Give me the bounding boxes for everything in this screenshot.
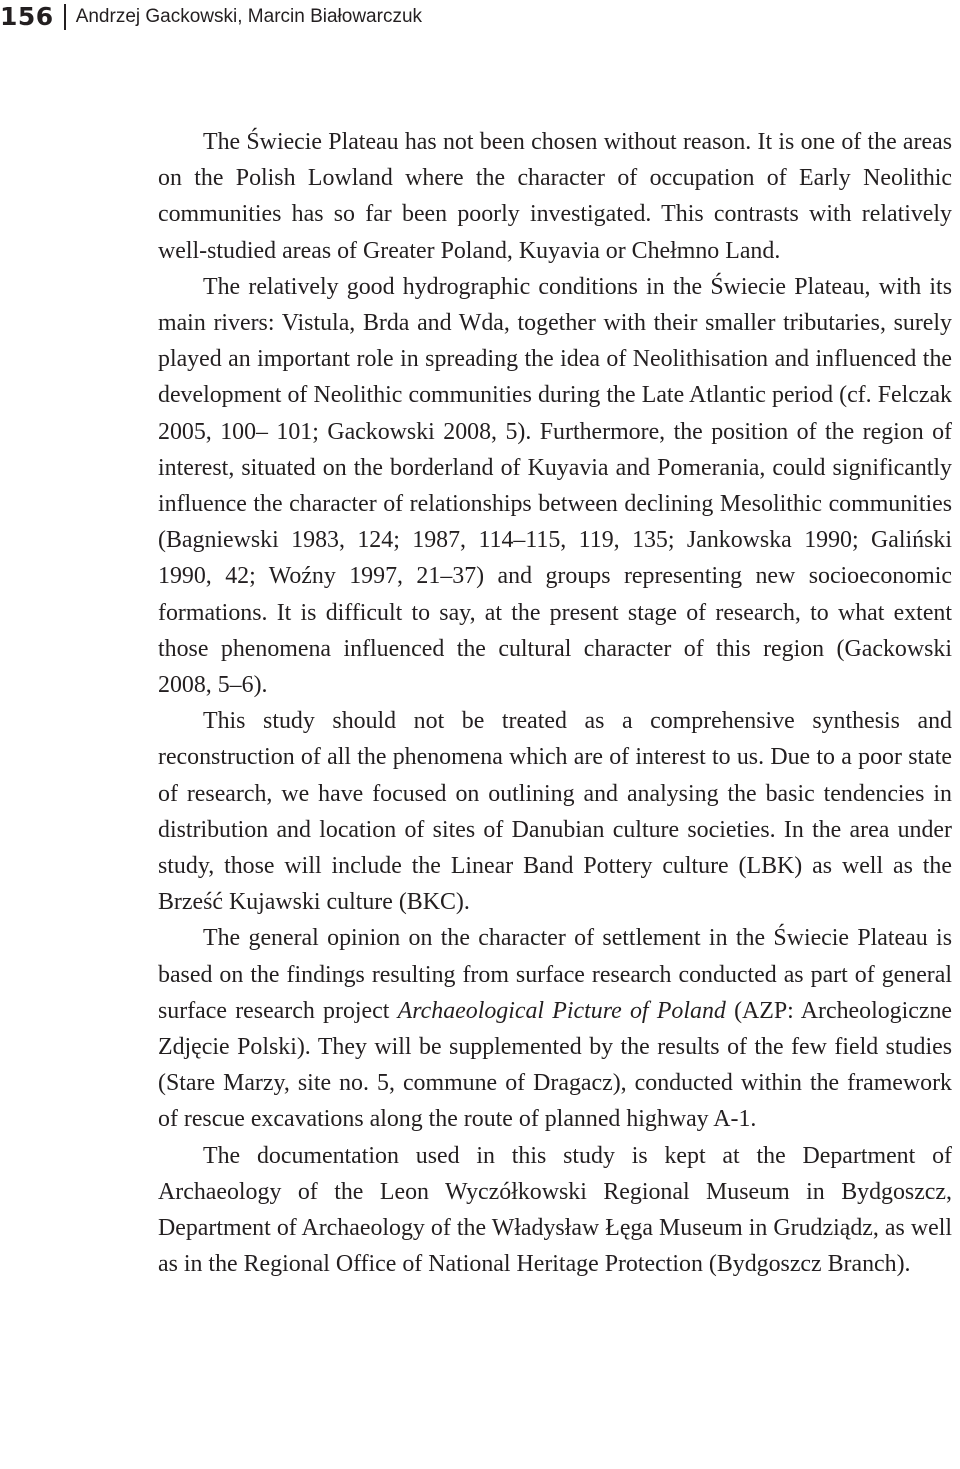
body-text xyxy=(158,124,952,1283)
paragraph-study-area-rationale: The Świecie Plateau has not been chosen without reason. It is one of the areas on the Polish Lowland where the character of occupation of Early Neolithic communities has so far been poorly investigated. This contrasts with relatively well-studied areas of Greater Poland, Kuyavia or Chełmno Land. xyxy=(158,129,952,264)
page-number: 156 xyxy=(0,2,54,31)
paragraph-settlement-sources-text: The general opinion on the character of settlement in the Świecie Plateau is based on the findings resulting from surface research conducted as part of general surface research project xyxy=(158,925,952,1024)
header-divider xyxy=(64,4,66,30)
running-head-authors: Andrzej Gackowski, Marcin Białowarczuk xyxy=(75,6,423,27)
paragraph-documentation: The documentation used in this study is kept at the Department of Archaeology of the Leon Wyczółkowski Regional Museum in Bydgoszcz, Department of Archaeology of the Władysław Łęga Museum in Grudziądz, as well as in the Regional Office of National Heritage Protection (Bydgoszcz Branch). xyxy=(158,1142,952,1278)
running-head xyxy=(0,0,422,34)
project-title: Archaeological Picture of Poland xyxy=(397,997,726,1024)
paragraph-hydrographic-conditions: The relatively good hydrographic conditions in the Świecie Plateau, with its main rivers: Vistula, Brda and Wda, together with their smaller tributaries, surely played an important role in spreading the idea of Neolithisation and influenced the development of Neolithic communities during the Late Atlantic period (cf. Felczak 2005, 100– 101; Gackowski 2008, 5). Furthermore, the position of the region of interest, situated on the borderland of Kuyavia and Pomerania, could significantly influence the character of relationships between declining Mesolithic communities (Bagniewski 1983, 124; 1987, 114–115, 119, 135; Jankowska 1990; Galiński 1990, 42; Woźny 1997, 21–37) and groups representing new socioeconomic formations. It is difficult to say, at the present stage of research, to what extent those phenomena influenced the cultural character of this region (Gackowski 2008, 5–6). xyxy=(158,273,952,699)
paragraph-study-scope: This study should not be treated as a comprehensive synthesis and reconstruction of all the phenomena which are of interest to us. Due to a poor state of research, we have focused on outlining and analysing the basic tendencies in distribution and location of sites of Danubian culture societies. In the area under study, those will include the Linear Band Pottery culture (LBK) as well as the Brześć Kujawski culture (BKC). xyxy=(158,708,952,916)
paragraph-settlement-sources xyxy=(158,920,952,1137)
paragraph-settlement-sources-continuation: (AZP: Archeologiczne Zdjęcie Polski). They will be supplemented by the results of the few field studies (Stare Marzy, site no. 5, commune of Dragacz), conducted within the framework of rescue excavations along the route of planned highway A-1. xyxy=(158,997,952,1133)
